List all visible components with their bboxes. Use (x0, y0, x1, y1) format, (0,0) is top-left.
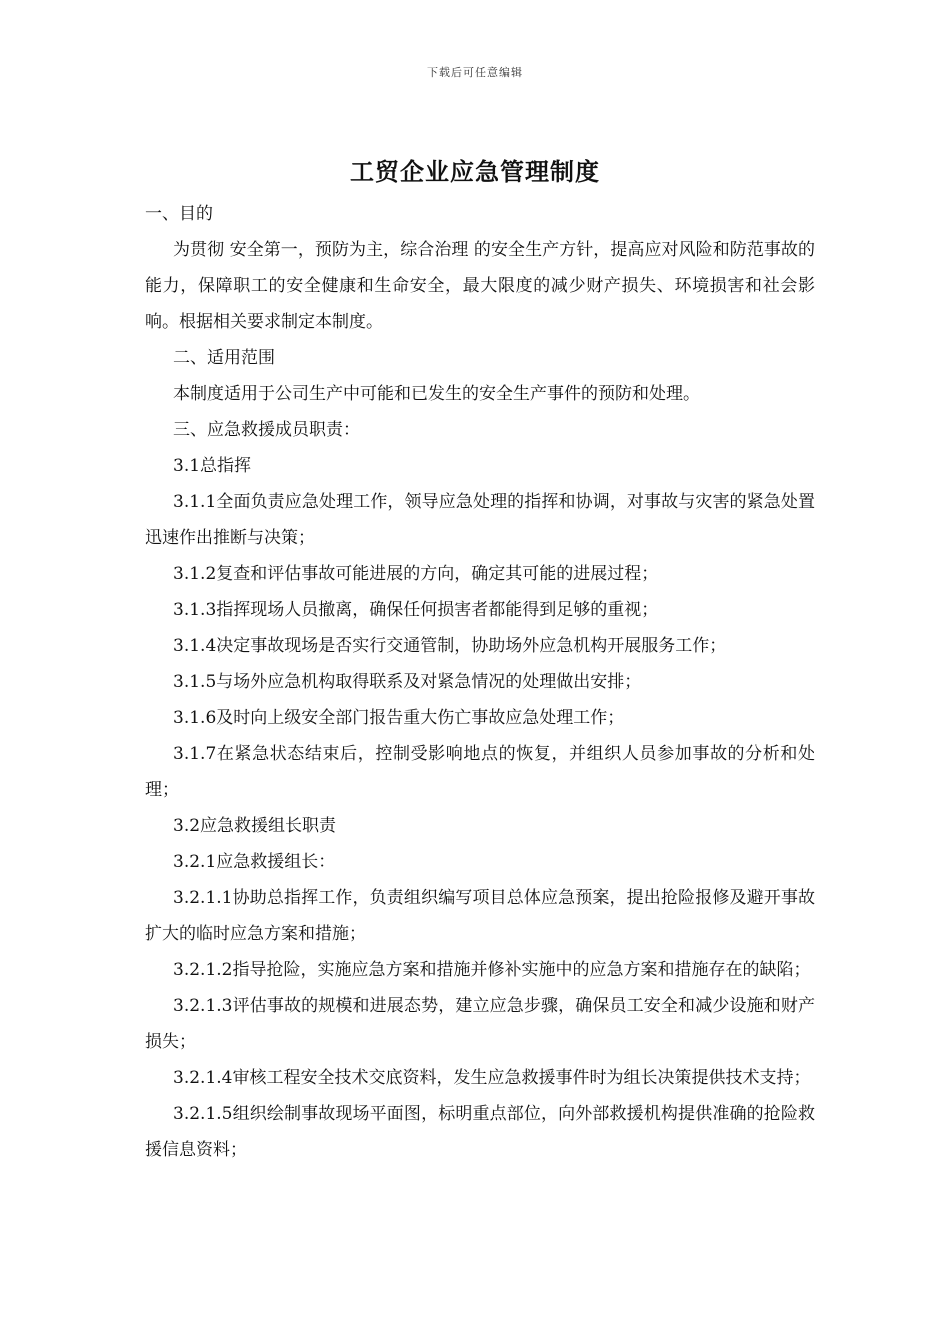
subsection-heading: 3.1总指挥 (173, 456, 252, 476)
subsection-heading: 3.2应急救援组长职责 (173, 816, 337, 836)
list-item: 3.2.1.4审核工程安全技术交底资料，发生应急救援事件时为组长决策提供技术支持； (173, 1068, 811, 1088)
paragraph-scope: 本制度适用于公司生产中可能和已发生的安全生产事件的预防和处理。 (173, 384, 700, 404)
list-item: 3.2.1.2指导抢险，实施应急方案和措施并修补实施中的应急方案和措施存在的缺陷； (173, 960, 811, 980)
list-item: 3.1.7在紧急状态结束后，控制受影响地点的恢复，并组织人员参加事故的分析和处理； (145, 744, 815, 800)
document-body (145, 196, 815, 1168)
page-title: 工贸企业应急管理制度 (350, 157, 600, 186)
list-item: 3.1.2复查和评估事故可能进展的方向，确定其可能的进展过程； (173, 564, 659, 584)
list-item: 3.1.3指挥现场人员撤离，确保任何损害者都能得到足够的重视； (173, 600, 659, 620)
list-item: 3.2.1.3评估事故的规模和进展态势，建立应急步骤，确保员工安全和减少设施和财产损失； (145, 996, 815, 1052)
header-note: 下载后可任意编辑 (427, 66, 523, 79)
paragraph-purpose: 为贯彻 安全第一，预防为主，综合治理 的安全生产方针，提高应对风险和防范事故的能力，保障职工的安全健康和生命安全，最大限度的减少财产损失、环境损害和社会影响。根据相关要求制定本制度。 (145, 240, 815, 332)
section-heading-scope: 二、适用范围 (173, 348, 275, 368)
list-item: 3.2.1.1协助总指挥工作，负责组织编写项目总体应急预案，提出抢险报修及避开事故扩大的临时应急方案和措施； (145, 888, 815, 944)
list-item: 3.2.1.5组织绘制事故现场平面图，标明重点部位，向外部救援机构提供准确的抢险救援信息资料； (145, 1104, 815, 1160)
list-item: 3.1.1全面负责应急处理工作，领导应急处理的指挥和协调，对事故与灾害的紧急处置迅速作出推断与决策； (145, 492, 815, 548)
list-item: 3.1.4决定事故现场是否实行交通管制，协助场外应急机构开展服务工作； (173, 636, 727, 656)
section-heading-duties: 三、应急救援成员职责： (173, 420, 360, 440)
section-heading-purpose: 一、目的 (145, 204, 213, 224)
subsection-heading: 3.2.1应急救援组长： (173, 852, 336, 872)
list-item: 3.1.6及时向上级安全部门报告重大伤亡事故应急处理工作； (173, 708, 625, 728)
list-item: 3.1.5与场外应急机构取得联系及对紧急情况的处理做出安排； (173, 672, 642, 692)
